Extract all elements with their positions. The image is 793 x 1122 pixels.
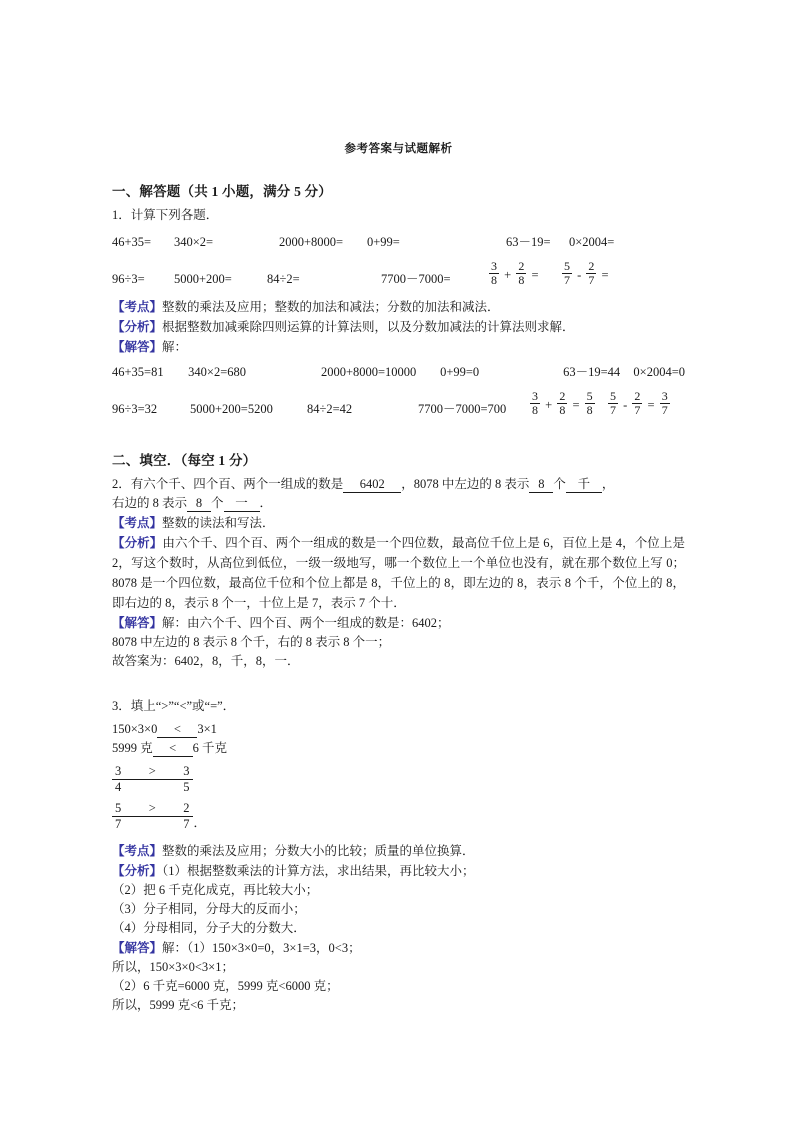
- kaodian-tag: 【考点】: [112, 844, 163, 858]
- answer-item: 340×2=680: [188, 365, 247, 379]
- calc-item: 2000+8000=: [279, 235, 344, 249]
- kaodian-text: 整数的乘法及应用；整数的加法和减法；分数的加法和减法．: [162, 300, 500, 314]
- kaodian-tag: 【考点】: [112, 516, 163, 530]
- fraction-denominator: 5: [180, 779, 192, 795]
- problem-2-kaodian: [112, 513, 685, 533]
- kaodian-text: 整数的读法和写法．: [162, 516, 275, 530]
- section-heading-1: 一、解答题（共 1 小题，满分 5 分）: [112, 184, 332, 199]
- operator-equals: =: [647, 397, 655, 412]
- problem-3-fenxi: [112, 861, 685, 881]
- jieda-line-1: 解：（1）150×3×0=0，3×1=3，0<3；: [162, 941, 361, 955]
- fraction: [180, 764, 192, 795]
- fraction: [608, 390, 618, 417]
- problem-2-stem-part-g: ．: [259, 496, 273, 510]
- compare-left: 150×3×0: [112, 722, 158, 736]
- fraction: [632, 390, 642, 417]
- problem-1-answer-row-1: [112, 357, 685, 381]
- calc-item: 63－19=: [506, 235, 551, 249]
- fraction: [489, 260, 499, 287]
- fraction-denominator: 7: [112, 816, 124, 832]
- jieda-tag: 【解答】: [112, 941, 163, 955]
- calc-item: 0×2004=: [569, 235, 615, 249]
- fraction: [516, 260, 526, 287]
- fraction: [112, 801, 124, 832]
- operator-plus: +: [504, 267, 512, 282]
- fraction-numerator: 5: [586, 389, 593, 403]
- fraction-expression-add: [488, 261, 561, 288]
- compare-symbol-blank-4[interactable]: [124, 801, 180, 817]
- fraction-denominator: 4: [112, 779, 124, 795]
- answer-item: 2000+8000=10000: [320, 365, 417, 379]
- problem-2-stem-line-2: [112, 494, 685, 513]
- problem-3-jieda-line-2: 所以，150×3×0<3×1；: [112, 960, 234, 974]
- fraction-numerator: 3: [532, 389, 538, 403]
- problem-2-stem-part-e: 右边的 8 表示: [112, 496, 188, 510]
- answer-blank-3[interactable]: 千: [566, 477, 602, 493]
- compare-tail-text: ．: [193, 816, 207, 830]
- fraction: [112, 764, 124, 795]
- fenxi-text: 由六个千、四个百、两个一组成的数是一个四位数，最高位千位上是 6，百位上是 4，个位上是 2，写这个数时，从高位到低位，一级一级地写，哪一个数位上一个单位也没有，就在那个数位上写 0； 8078 是一个四位数，最高位千位和个位上都是 8，千位上的 8，即左边的 8，表示 8 个千，个位上的 8，即右边的 8，表示 8 个一，十位上是 7，表示 7 个十．: [112, 536, 685, 610]
- problem-3-fenxi-item-2: （2）把 6 千克化成克，再比较大小；: [112, 883, 319, 897]
- answer-fraction-add: [529, 391, 607, 418]
- problem-2-stem: [112, 471, 685, 494]
- spacer: [112, 288, 685, 297]
- compare-right: 3×1: [197, 722, 217, 736]
- answer-item: 96÷3=32: [112, 402, 158, 416]
- answer-item: 46+35=81: [112, 365, 164, 379]
- problem-3-fenxi-item-3: （3）分子相同，分母大的反而小；: [112, 902, 306, 916]
- spacer: [112, 832, 685, 841]
- problem-3-jieda-line-3: （2）6 千克=6000 克，5999 克<6000 克；: [112, 979, 339, 993]
- answer-item: 5000+200=5200: [190, 402, 273, 416]
- problem-1-jieda: [112, 337, 685, 357]
- fraction-numerator: 5: [610, 389, 616, 403]
- problem-1-question-row-2: [112, 251, 685, 288]
- problem-3-fenxi-item-4: （4）分母相同，分子大的分数大．: [112, 921, 306, 935]
- compare-tail: [193, 801, 207, 831]
- fraction: [586, 260, 596, 287]
- page-title: 参考答案与试题解析: [344, 143, 453, 155]
- answer-blank-2[interactable]: 8: [529, 477, 553, 493]
- problem-3-kaodian: [112, 841, 685, 861]
- fraction-numerator: 2: [559, 389, 566, 403]
- kaodian-text: 整数的乘法及应用；分数大小的比较；质量的单位换算．: [162, 844, 475, 858]
- answer-blank-1[interactable]: 6402: [343, 477, 401, 493]
- fraction-numerator: 5: [115, 801, 122, 815]
- problem-3-compare-4: [112, 795, 685, 832]
- calc-item: 5000+200=: [174, 272, 232, 286]
- fraction-numerator: 2: [183, 801, 190, 815]
- kaodian-tag: 【考点】: [112, 300, 163, 314]
- operator-equals: =: [531, 267, 539, 282]
- compare-symbol-blank-2[interactable]: <: [153, 741, 193, 757]
- problem-3-compare-1: [112, 716, 685, 739]
- answer-item: 84÷2=42: [307, 402, 353, 416]
- jieda-text: 解：: [162, 340, 188, 354]
- fraction-numerator: 3: [115, 764, 122, 778]
- fenxi-text: （1）根据整数乘法的计算方法，求出结果，再比较大小；: [162, 864, 475, 878]
- blank-underline: [124, 816, 180, 817]
- spacer: [112, 671, 685, 691]
- section-heading-2: 二、填空．（每空 1 分）: [112, 453, 257, 468]
- problem-3-jieda-line-4: 所以，5999 克<6 千克；: [112, 998, 245, 1012]
- answer-item: 0+99=0: [440, 365, 480, 379]
- fraction-expression-sub: [561, 261, 610, 288]
- problem-2-stem-part-b: ，8078 中左边的 8 表示: [401, 477, 530, 491]
- compare-symbol: >: [148, 801, 156, 815]
- fraction-denominator: 7: [661, 403, 668, 417]
- problem-1-question-row-1: [112, 225, 685, 251]
- blank-underline: [124, 779, 180, 780]
- answer-fraction-sub: [607, 391, 671, 418]
- fraction-numerator: 3: [183, 764, 190, 778]
- problem-2-stem-part-f: 个: [211, 496, 224, 510]
- fraction: [530, 390, 540, 417]
- compare-tail: [193, 764, 200, 779]
- compare-left: 5999 克: [112, 741, 153, 755]
- answer-item: 7700－7000=700: [418, 402, 507, 416]
- operator-equals: =: [572, 397, 580, 412]
- operator-minus: -: [623, 397, 628, 412]
- fraction-denominator: 8: [518, 273, 525, 287]
- answer-item: 0×2004=0: [633, 365, 685, 379]
- problem-2-stem-part-d: ，: [601, 477, 615, 491]
- calc-item: 0+99=: [367, 235, 400, 249]
- problem-2-jieda-line-3: 故答案为：6402，8，千，8，一．: [112, 654, 300, 668]
- fraction-denominator: 8: [491, 273, 497, 287]
- operator-minus: -: [577, 267, 582, 282]
- problem-1-stem: 1．计算下列各题．: [112, 208, 219, 222]
- problem-1-answer-row-2: [112, 381, 685, 418]
- problem-3-compare-2: [112, 739, 685, 758]
- problem-3-stem: 3．填上“>”“<”或“=”．: [112, 699, 236, 713]
- problem-2-jieda-line-2: 8078 中左边的 8 表示 8 个千，右的 8 表示 8 个一；: [112, 635, 391, 649]
- fraction: [660, 390, 670, 417]
- fraction-denominator: 7: [610, 403, 616, 417]
- answer-item: 63－19=44: [563, 365, 621, 379]
- problem-3-jieda: [112, 938, 685, 958]
- problem-1-kaodian: [112, 297, 685, 317]
- operator-equals: =: [601, 267, 609, 282]
- compare-right: 6 千克: [192, 741, 228, 755]
- problem-1-fenxi: [112, 317, 685, 337]
- calc-item: 7700－7000=: [381, 272, 451, 286]
- operator-plus: +: [545, 397, 553, 412]
- fraction-numerator: 2: [588, 259, 595, 273]
- fenxi-tag: 【分析】: [112, 864, 163, 878]
- fraction-denominator: 7: [588, 273, 595, 287]
- fraction: [557, 390, 567, 417]
- fraction-denominator: 8: [586, 403, 593, 417]
- fenxi-tag: 【分析】: [112, 536, 163, 550]
- fraction-denominator: 7: [564, 273, 570, 287]
- problem-2-jieda: [112, 613, 685, 633]
- fraction-numerator: 5: [564, 259, 570, 273]
- calc-item: 84÷2=: [267, 272, 300, 286]
- calc-item: 96÷3=: [112, 272, 145, 286]
- calc-item: 46+35=: [112, 235, 152, 249]
- jieda-tag: 【解答】: [112, 340, 163, 354]
- answer-blank-4[interactable]: 8: [187, 496, 211, 512]
- fraction: [180, 801, 192, 832]
- fraction-denominator: 8: [532, 403, 538, 417]
- fraction: [585, 390, 595, 417]
- fenxi-tag: 【分析】: [112, 320, 163, 334]
- fraction-denominator: 7: [634, 403, 641, 417]
- compare-symbol: >: [148, 764, 156, 778]
- fraction-numerator: 2: [634, 389, 641, 403]
- answer-blank-5[interactable]: 一: [224, 496, 260, 512]
- calc-item: 340×2=: [174, 235, 214, 249]
- compare-symbol-blank-3[interactable]: [124, 764, 180, 780]
- fraction-numerator: 2: [518, 259, 525, 273]
- fenxi-text: 根据整数加减乘除四则运算的计算法则，以及分数加减法的计算法则求解．: [162, 320, 575, 334]
- problem-2-stem-part-c: 个: [553, 477, 566, 491]
- compare-symbol-blank-1[interactable]: <: [157, 722, 197, 738]
- jieda-tag: 【解答】: [112, 616, 163, 630]
- jieda-line-1: 解：由六个千、四个百、两个一组成的数是：6402；: [162, 616, 450, 630]
- problem-3-compare-3: [112, 758, 685, 795]
- fraction-numerator: 3: [661, 389, 668, 403]
- problem-2-fenxi: [112, 533, 685, 613]
- fraction-denominator: 8: [559, 403, 566, 417]
- fraction-numerator: 3: [491, 259, 497, 273]
- fraction-denominator: 7: [180, 816, 192, 832]
- fraction: [562, 260, 572, 287]
- problem-2-stem-part-a: 2．有六个千、四个百、两个一组成的数是: [112, 477, 344, 491]
